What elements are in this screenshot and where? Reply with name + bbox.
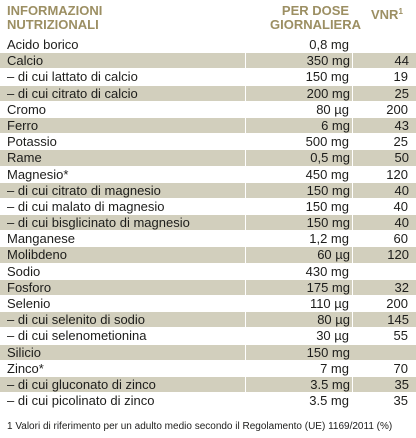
footnote: 1 Valori di riferimento per un adulto medio secondo il Regolamento (UE) 1169/2011 (%) xyxy=(7,421,393,432)
nutrient-name: Rame xyxy=(7,150,42,166)
nutrient-name: Calcio xyxy=(7,53,44,69)
table-row xyxy=(0,69,416,85)
nutrient-name: Fosforo xyxy=(7,279,52,295)
header-col-name-line1: INFORMAZIONI xyxy=(7,3,103,18)
daily-dose: 110 µg xyxy=(309,296,349,311)
table-row xyxy=(0,296,416,312)
header-col-vnr-sup: 1 xyxy=(398,7,403,16)
vnr-value: 120 xyxy=(386,166,408,182)
table-row xyxy=(0,167,416,183)
table-row xyxy=(0,199,416,215)
table-row xyxy=(0,264,416,280)
nutrient-name: – di cui bisglicinato di magnesio xyxy=(7,215,190,231)
nutrient-name: – di cui picolinato di zinco xyxy=(7,393,155,409)
daily-dose: 3.5 mg xyxy=(245,377,350,393)
daily-dose: 150 mg xyxy=(245,183,350,199)
nutrient-name: Selenio xyxy=(7,296,51,311)
table-row xyxy=(0,53,416,69)
daily-dose: 500 mg xyxy=(305,134,349,150)
daily-dose: 80 µg xyxy=(245,312,350,328)
daily-dose: 450 mg xyxy=(305,166,349,182)
nutrient-name: Molibdeno xyxy=(7,247,67,263)
vnr-value: 40 xyxy=(352,183,409,199)
daily-dose: 150 mg xyxy=(245,215,350,231)
nutrient-name: Acido borico xyxy=(7,37,79,52)
nutrient-name: Ferro xyxy=(7,117,39,133)
nutrient-name: – di cui citrato di calcio xyxy=(7,85,138,101)
table-row xyxy=(0,37,416,53)
daily-dose: 30 µg xyxy=(316,328,349,344)
vnr-value: 120 xyxy=(352,247,409,263)
nutrient-name: – di cui citrato di magnesio xyxy=(7,182,161,198)
nutrient-name: – di cui malato di magnesio xyxy=(7,198,165,214)
table-row xyxy=(0,328,416,344)
header-col-dose-line2: GIORNALIERA xyxy=(270,17,361,32)
nutrient-name: – di cui selenometionina xyxy=(7,328,147,344)
vnr-value: 145 xyxy=(352,312,409,328)
daily-dose: 6 mg xyxy=(245,118,350,134)
daily-dose: 60 µg xyxy=(245,247,350,263)
table-row xyxy=(0,247,416,263)
daily-dose: 80 µg xyxy=(316,101,349,117)
table-row xyxy=(0,280,416,296)
daily-dose: 200 mg xyxy=(245,86,350,102)
vnr-value: 50 xyxy=(352,150,409,166)
daily-dose: 150 mg xyxy=(305,69,349,85)
nutrient-name: Potassio xyxy=(7,134,57,150)
vnr-value: 200 xyxy=(386,296,408,311)
table-row xyxy=(0,134,416,150)
daily-dose: 0,5 mg xyxy=(245,150,350,166)
table-body xyxy=(0,37,416,409)
daily-dose: 430 mg xyxy=(305,263,349,279)
table-row xyxy=(0,86,416,102)
nutrient-name: – di cui lattato di calcio xyxy=(7,69,138,85)
daily-dose: 175 mg xyxy=(245,280,350,296)
table-row xyxy=(0,345,416,361)
table-row xyxy=(0,118,416,134)
nutrient-name: Silicio xyxy=(7,344,41,360)
table-row xyxy=(0,312,416,328)
vnr-value: 60 xyxy=(393,231,408,247)
table-row xyxy=(0,377,416,393)
vnr-value: 70 xyxy=(393,360,408,376)
vnr-value: 200 xyxy=(386,101,408,117)
nutrient-name: Sodio xyxy=(7,263,41,279)
table-row xyxy=(0,183,416,199)
nutrient-name: – di cui gluconato di zinco xyxy=(7,376,156,392)
nutrient-name: Cromo xyxy=(7,101,47,117)
table-row xyxy=(0,102,416,118)
table-row xyxy=(0,231,416,247)
vnr-value: 32 xyxy=(352,280,409,296)
header-col-dose xyxy=(270,4,361,32)
vnr-value: 40 xyxy=(393,198,408,214)
table-header xyxy=(0,0,416,36)
header-col-vnr xyxy=(371,8,403,22)
vnr-value: 25 xyxy=(393,134,408,150)
vnr-value: 44 xyxy=(352,53,409,69)
daily-dose: 7 mg xyxy=(320,360,349,376)
table-row xyxy=(0,393,416,409)
daily-dose: 350 mg xyxy=(245,53,350,69)
table-row xyxy=(0,361,416,377)
table-row xyxy=(0,215,416,231)
daily-dose: 150 mg xyxy=(245,345,350,361)
nutrient-name: – di cui selenito di sodio xyxy=(7,312,146,328)
header-col-vnr-label: VNR xyxy=(371,7,399,22)
daily-dose: 1,2 mg xyxy=(309,231,349,247)
vnr-value: 35 xyxy=(393,393,408,409)
header-col-name xyxy=(7,4,102,32)
daily-dose: 3.5 mg xyxy=(309,393,349,409)
daily-dose: 150 mg xyxy=(305,198,349,214)
vnr-value: 19 xyxy=(393,69,408,85)
header-col-dose-line1: PER DOSE xyxy=(281,3,350,18)
nutrient-name: Magnesio* xyxy=(7,166,69,182)
nutrient-name: Manganese xyxy=(7,231,75,247)
vnr-value: 55 xyxy=(393,328,408,344)
daily-dose: 0,8 mg xyxy=(309,37,349,52)
vnr-value: 40 xyxy=(352,215,409,231)
vnr-value: 35 xyxy=(352,377,409,393)
header-col-name-line2: NUTRIZIONALI xyxy=(7,17,99,32)
vnr-value: 25 xyxy=(352,86,409,102)
vnr-value: 43 xyxy=(352,118,409,134)
nutrient-name: Zinco* xyxy=(7,360,44,376)
table-row xyxy=(0,150,416,166)
